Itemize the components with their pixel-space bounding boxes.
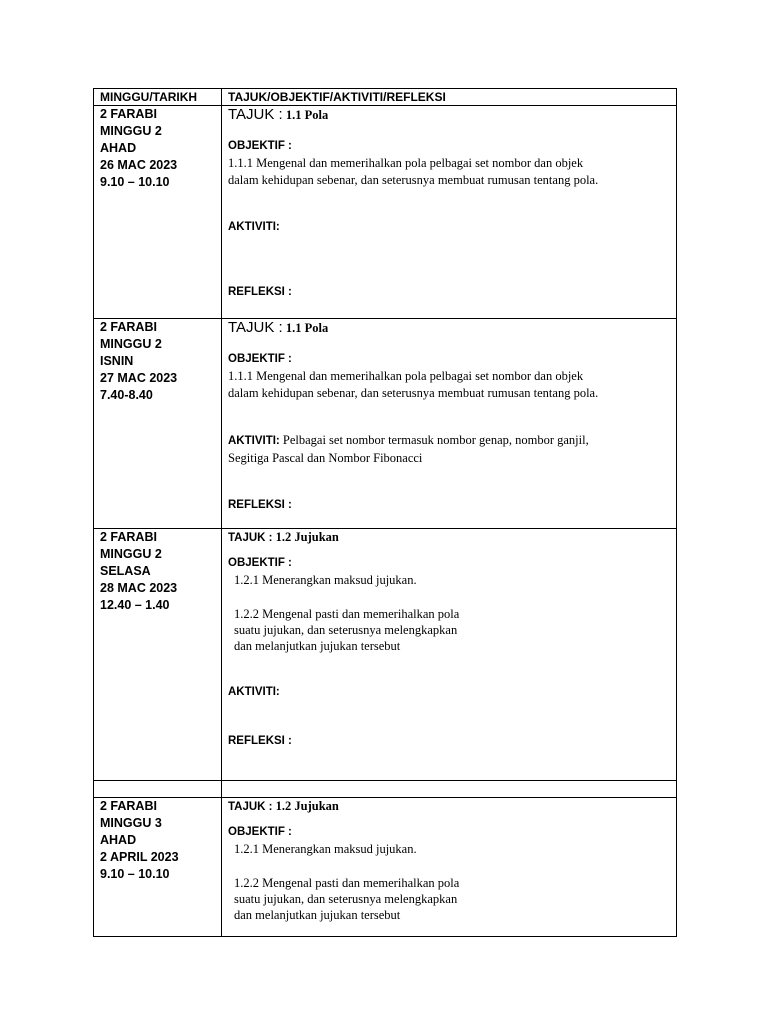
- objective-line: suatu jujukan, dan seterusnya melengkapkan: [234, 623, 458, 637]
- objective-line: 1.2.1 Menerangkan maksud jujukan.: [234, 573, 417, 587]
- objective-line: 1.1.1 Mengenal dan memerihalkan pola pelbagai set nombor dan objek: [228, 156, 584, 170]
- reflection-label: REFLEKSI :: [228, 735, 292, 747]
- day-label: AHAD: [100, 141, 137, 155]
- date-label: 2 APRIL 2023: [100, 850, 179, 864]
- topic-value: 1.1 Pola: [285, 108, 329, 122]
- week-label: MINGGU 3: [100, 816, 162, 830]
- day-label: ISNIN: [100, 354, 134, 368]
- date-cell: [94, 529, 222, 781]
- date-label: 26 MAC 2023: [100, 158, 178, 172]
- objective-line: 1.1.1 Mengenal dan memerihalkan pola pelbagai set nombor dan objek: [228, 369, 584, 383]
- table-header-row: [94, 89, 677, 106]
- topic-label: TAJUK :: [228, 532, 273, 544]
- week-label: MINGGU 2: [100, 337, 162, 351]
- topic-value: 1.2 Jujukan: [275, 530, 339, 544]
- header-tajuk-objektif: TAJUK/OBJEKTIF/AKTIVITI/REFLEKSI: [222, 89, 677, 106]
- class-name: 2 FARABI: [100, 107, 157, 121]
- content-cell: [222, 798, 677, 937]
- week-label: MINGGU 2: [100, 547, 162, 561]
- time-label: 9.10 – 10.10: [100, 175, 170, 189]
- objective-line: 1.2.2 Mengenal pasti dan memerihalkan pola: [234, 876, 460, 890]
- objective-line: dalam kehidupan sebenar, dan seterusnya membuat rumusan tentang pola.: [228, 386, 599, 400]
- date-cell: [94, 798, 222, 937]
- objective-label: OBJEKTIF :: [228, 140, 292, 152]
- objective-line: dan melanjutkan jujukan tersebut: [234, 639, 401, 653]
- topic-label: TAJUK :: [228, 801, 273, 813]
- empty-cell: [94, 781, 222, 798]
- objective-line: dalam kehidupan sebenar, dan seterusnya membuat rumusan tentang pola.: [228, 173, 599, 187]
- reflection-label: REFLEKSI :: [228, 499, 292, 511]
- topic-value: 1.2 Jujukan: [275, 799, 339, 813]
- table-row: [94, 106, 677, 319]
- objective-label: OBJEKTIF :: [228, 557, 292, 569]
- empty-cell: [222, 781, 677, 798]
- week-label: MINGGU 2: [100, 124, 162, 138]
- objective-line: 1.2.2 Mengenal pasti dan memerihalkan pola: [234, 607, 460, 621]
- objective-label: OBJEKTIF :: [228, 826, 292, 838]
- objective-line: suatu jujukan, dan seterusnya melengkapkan: [234, 892, 458, 906]
- topic-value: 1.1 Pola: [285, 321, 329, 335]
- activity-text: Segitiga Pascal dan Nombor Fibonacci: [228, 451, 423, 465]
- time-label: 7.40-8.40: [100, 388, 153, 402]
- objective-line: dan melanjutkan jujukan tersebut: [234, 908, 401, 922]
- content-cell: [222, 319, 677, 529]
- header-minggu-tarikh: MINGGU/TARIKH: [94, 89, 222, 106]
- table-row: [94, 529, 677, 781]
- table-row: [94, 798, 677, 937]
- objective-label: OBJEKTIF :: [228, 353, 292, 365]
- topic-label: TAJUK :: [228, 106, 283, 123]
- class-name: 2 FARABI: [100, 799, 157, 813]
- activity-label: AKTIVITI:: [228, 435, 280, 447]
- date-label: 28 MAC 2023: [100, 581, 178, 595]
- content-cell: [222, 106, 677, 319]
- date-cell: [94, 106, 222, 319]
- date-cell: [94, 319, 222, 529]
- reflection-label: REFLEKSI :: [228, 286, 292, 298]
- empty-row: [94, 781, 677, 798]
- class-name: 2 FARABI: [100, 530, 157, 544]
- class-name: 2 FARABI: [100, 320, 157, 334]
- activity-label: AKTIVITI:: [228, 221, 280, 233]
- date-label: 27 MAC 2023: [100, 371, 178, 385]
- table-row: [94, 319, 677, 529]
- content-cell: [222, 529, 677, 781]
- activity-text: Pelbagai set nombor termasuk nombor genap, nombor ganjil,: [282, 433, 589, 447]
- time-label: 9.10 – 10.10: [100, 867, 170, 881]
- objective-line: 1.2.1 Menerangkan maksud jujukan.: [234, 842, 417, 856]
- time-label: 12.40 – 1.40: [100, 598, 170, 612]
- activity-label: AKTIVITI:: [228, 686, 280, 698]
- day-label: AHAD: [100, 833, 137, 847]
- day-label: SELASA: [100, 564, 151, 578]
- topic-label: TAJUK :: [228, 319, 283, 336]
- lesson-plan-table: [93, 88, 677, 937]
